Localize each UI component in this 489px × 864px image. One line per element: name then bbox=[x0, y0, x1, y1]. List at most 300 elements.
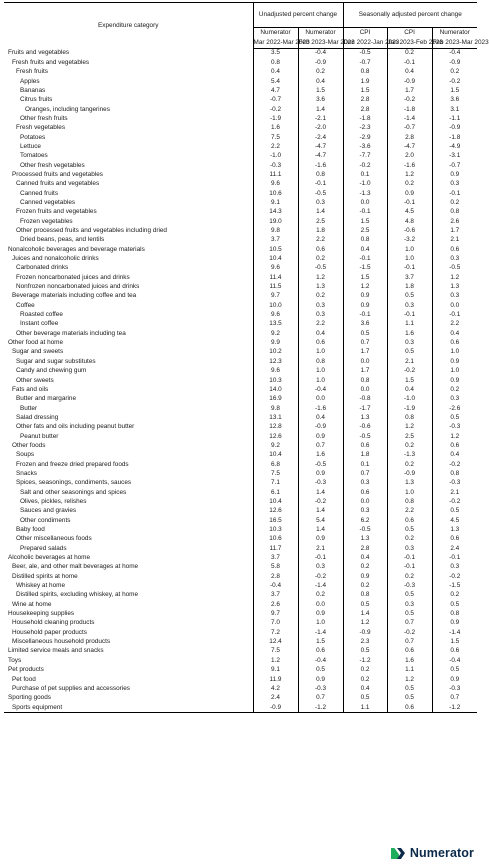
row-value-cell: 0.2 bbox=[343, 666, 387, 675]
row-value-cell: -1.4 bbox=[432, 628, 477, 637]
row-value-cell: 0.8 bbox=[432, 208, 477, 217]
period-header: Mar 2022-Mar 2023 bbox=[253, 38, 298, 49]
row-value-cell: -1.5 bbox=[343, 264, 387, 273]
row-category-label: Processed fruits and vegetables bbox=[12, 170, 103, 178]
row-value-cell: -2.9 bbox=[343, 133, 387, 142]
table-row bbox=[4, 142, 477, 151]
table-row bbox=[4, 572, 477, 581]
row-value-cell: -1.3 bbox=[387, 451, 432, 460]
row-value-cell: -0.3 bbox=[253, 161, 298, 170]
row-value-cell: -4.7 bbox=[387, 142, 432, 151]
row-value-cell: 0.5 bbox=[387, 610, 432, 619]
row-value-cell: 19.0 bbox=[253, 217, 298, 226]
row-value-cell: 0.9 bbox=[298, 469, 343, 478]
row-value-cell: 0.9 bbox=[432, 619, 477, 628]
row-value-cell: 0.3 bbox=[387, 600, 432, 609]
row-value-cell: -0.1 bbox=[387, 264, 432, 273]
row-category-label: Canned fruits bbox=[20, 189, 59, 197]
row-value-cell: 0.8 bbox=[432, 610, 477, 619]
row-value-cell: 0.2 bbox=[343, 563, 387, 572]
row-value-cell: -1.8 bbox=[387, 105, 432, 114]
table-row bbox=[4, 544, 477, 553]
table-row bbox=[4, 582, 477, 591]
row-category-label: Roasted coffee bbox=[20, 311, 63, 319]
table-row bbox=[4, 161, 477, 170]
row-value-cell: -0.5 bbox=[343, 432, 387, 441]
row-value-cell: -3.6 bbox=[343, 142, 387, 151]
row-value-cell: 1.2 bbox=[432, 432, 477, 441]
row-value-cell: 0.8 bbox=[298, 170, 343, 179]
row-value-cell: 10.2 bbox=[253, 348, 298, 357]
row-value-cell: 6.8 bbox=[253, 460, 298, 469]
table-row bbox=[4, 105, 477, 114]
row-category-label: Limited service meals and snacks bbox=[8, 647, 104, 655]
row-value-cell: 0.2 bbox=[387, 535, 432, 544]
row-value-cell: -1.5 bbox=[432, 582, 477, 591]
row-category-label: Other fresh vegetables bbox=[20, 161, 85, 169]
row-value-cell: 9.2 bbox=[253, 441, 298, 450]
row-value-cell: 1.2 bbox=[387, 423, 432, 432]
row-value-cell: 0.4 bbox=[343, 554, 387, 563]
row-category-label: Pet food bbox=[12, 675, 36, 683]
row-value-cell: 0.6 bbox=[298, 647, 343, 656]
row-value-cell: 0.4 bbox=[298, 413, 343, 422]
row-value-cell: 0.8 bbox=[298, 357, 343, 366]
row-value-cell: 3.6 bbox=[298, 96, 343, 105]
row-value-cell: 0.0 bbox=[343, 498, 387, 507]
row-value-cell: 5.4 bbox=[298, 516, 343, 525]
row-value-cell: 0.5 bbox=[432, 666, 477, 675]
table-row bbox=[4, 385, 477, 394]
row-category-label: Apples bbox=[20, 77, 40, 85]
row-value-cell: -0.4 bbox=[253, 582, 298, 591]
row-value-cell: -2.4 bbox=[298, 133, 343, 142]
row-category-label: Other foods bbox=[12, 441, 46, 449]
table-row bbox=[4, 114, 477, 123]
row-value-cell: 1.9 bbox=[343, 77, 387, 86]
measure-header: Numerator bbox=[432, 28, 477, 39]
row-value-cell: 9.1 bbox=[253, 666, 298, 675]
row-value-cell: 0.2 bbox=[298, 255, 343, 264]
row-value-cell: 0.6 bbox=[432, 339, 477, 348]
row-value-cell: 7.5 bbox=[253, 133, 298, 142]
table-row bbox=[4, 469, 477, 478]
row-value-cell: 0.9 bbox=[432, 170, 477, 179]
row-value-cell: -0.1 bbox=[298, 554, 343, 563]
row-category-label: Sugar and sweets bbox=[12, 348, 64, 356]
row-category-label: Other miscellaneous foods bbox=[16, 535, 92, 543]
row-value-cell: -1.4 bbox=[298, 628, 343, 637]
row-category-label: Other fresh fruits bbox=[20, 114, 68, 122]
row-value-cell: 6.2 bbox=[343, 516, 387, 525]
row-category-label: Prepared salads bbox=[20, 544, 67, 552]
row-category-label: Pet products bbox=[8, 666, 44, 674]
table-row bbox=[4, 554, 477, 563]
row-category-label: Juices and nonalcoholic drinks bbox=[12, 255, 99, 263]
row-value-cell: -0.2 bbox=[387, 367, 432, 376]
row-value-cell: 2.4 bbox=[253, 694, 298, 703]
row-value-cell: 7.1 bbox=[253, 479, 298, 488]
row-value-cell: 9.2 bbox=[253, 329, 298, 338]
row-value-cell: 0.8 bbox=[343, 376, 387, 385]
row-category-label: Frozen vegetables bbox=[20, 217, 73, 225]
row-value-cell: 0.4 bbox=[432, 329, 477, 338]
row-value-cell: 9.6 bbox=[253, 311, 298, 320]
row-category-label: Other processed fruits and vegetables including dried bbox=[16, 227, 167, 234]
table-row bbox=[4, 666, 477, 675]
row-value-cell: -1.7 bbox=[343, 404, 387, 413]
row-value-cell: 0.3 bbox=[298, 301, 343, 310]
row-value-cell: 0.3 bbox=[298, 199, 343, 208]
table-row bbox=[4, 227, 477, 236]
table-row bbox=[4, 49, 477, 59]
row-value-cell: 1.6 bbox=[298, 451, 343, 460]
row-value-cell: 0.9 bbox=[343, 292, 387, 301]
row-category-label: Sugar and sugar substitutes bbox=[16, 357, 96, 365]
table-row bbox=[4, 684, 477, 693]
period-header: Feb 2023-Mar 2023 bbox=[432, 38, 477, 49]
row-value-cell: -0.9 bbox=[387, 469, 432, 478]
row-value-cell: -4.9 bbox=[432, 142, 477, 151]
row-value-cell: 4.8 bbox=[387, 217, 432, 226]
row-value-cell: 0.9 bbox=[343, 572, 387, 581]
row-value-cell: 1.0 bbox=[298, 348, 343, 357]
row-value-cell: 0.5 bbox=[343, 329, 387, 338]
table-row bbox=[4, 479, 477, 488]
row-value-cell: 1.5 bbox=[432, 86, 477, 95]
row-value-cell: -0.9 bbox=[298, 58, 343, 67]
row-value-cell: -0.3 bbox=[298, 479, 343, 488]
row-value-cell: 1.2 bbox=[387, 170, 432, 179]
numerator-logo bbox=[390, 846, 474, 860]
row-value-cell: 5.4 bbox=[253, 77, 298, 86]
row-value-cell: -2.0 bbox=[298, 124, 343, 133]
row-value-cell: 0.2 bbox=[432, 199, 477, 208]
row-value-cell: -1.4 bbox=[387, 114, 432, 123]
numerator-logo-icon bbox=[390, 847, 406, 860]
row-value-cell: 1.7 bbox=[343, 367, 387, 376]
row-value-cell: 2.5 bbox=[387, 432, 432, 441]
table-row bbox=[4, 404, 477, 413]
table-row bbox=[4, 68, 477, 77]
row-value-cell: -0.5 bbox=[343, 526, 387, 535]
row-value-cell: -0.6 bbox=[343, 423, 387, 432]
table-row bbox=[4, 488, 477, 497]
row-value-cell: 0.3 bbox=[432, 292, 477, 301]
row-value-cell: 12.3 bbox=[253, 357, 298, 366]
table-row bbox=[4, 591, 477, 600]
table-row bbox=[4, 647, 477, 656]
row-value-cell: -1.2 bbox=[432, 703, 477, 713]
row-value-cell: 1.5 bbox=[432, 638, 477, 647]
row-value-cell: 12.8 bbox=[253, 423, 298, 432]
row-value-cell: 0.5 bbox=[432, 507, 477, 516]
table-row bbox=[4, 367, 477, 376]
row-value-cell: 1.1 bbox=[387, 666, 432, 675]
table-header bbox=[4, 3, 489, 49]
row-value-cell: 1.1 bbox=[343, 703, 387, 713]
row-category-label: Alcoholic beverages at home bbox=[8, 554, 91, 562]
row-value-cell: 0.3 bbox=[298, 563, 343, 572]
row-value-cell: 1.4 bbox=[298, 507, 343, 516]
row-value-cell: 1.0 bbox=[432, 348, 477, 357]
row-value-cell: -0.1 bbox=[298, 180, 343, 189]
row-value-cell: 2.6 bbox=[432, 217, 477, 226]
row-value-cell: 3.7 bbox=[387, 273, 432, 282]
table-row bbox=[4, 329, 477, 338]
row-value-cell: -1.2 bbox=[298, 703, 343, 713]
table-row bbox=[4, 395, 477, 404]
row-value-cell: 2.8 bbox=[343, 96, 387, 105]
row-value-cell: 0.1 bbox=[343, 170, 387, 179]
row-value-cell: 2.2 bbox=[387, 507, 432, 516]
row-category-label: Other fats and oils including peanut butter bbox=[16, 423, 135, 431]
row-value-cell: -0.3 bbox=[298, 684, 343, 693]
table-row bbox=[4, 600, 477, 609]
row-value-cell: -1.0 bbox=[343, 180, 387, 189]
table-row bbox=[4, 133, 477, 142]
table-row bbox=[4, 255, 477, 264]
table-row bbox=[4, 357, 477, 366]
row-value-cell: 0.8 bbox=[253, 58, 298, 67]
row-category-label: Nonfrozen noncarbonated juices and drinks bbox=[16, 283, 140, 291]
row-value-cell: -0.9 bbox=[253, 703, 298, 713]
table-row bbox=[4, 264, 477, 273]
table-row bbox=[4, 460, 477, 469]
row-category-label: Canned fruits and vegetables bbox=[16, 180, 100, 188]
row-value-cell: -0.2 bbox=[387, 628, 432, 637]
row-category-label: Toys bbox=[8, 656, 22, 664]
row-value-cell: 0.3 bbox=[387, 301, 432, 310]
row-value-cell: 1.8 bbox=[387, 283, 432, 292]
row-value-cell: 1.8 bbox=[298, 227, 343, 236]
row-value-cell: 0.4 bbox=[298, 77, 343, 86]
row-value-cell: 0.5 bbox=[432, 413, 477, 422]
row-value-cell: -1.8 bbox=[343, 114, 387, 123]
row-category-label: Peanut butter bbox=[20, 432, 59, 440]
row-value-cell: 2.0 bbox=[387, 152, 432, 161]
row-category-label: Canned vegetables bbox=[20, 198, 76, 206]
row-value-cell: 10.4 bbox=[253, 451, 298, 460]
row-value-cell: 7.2 bbox=[253, 628, 298, 637]
row-value-cell: -0.5 bbox=[432, 264, 477, 273]
row-value-cell: 2.8 bbox=[253, 572, 298, 581]
row-value-cell: 3.5 bbox=[253, 49, 298, 59]
row-value-cell: 0.3 bbox=[432, 395, 477, 404]
row-value-cell: -4.7 bbox=[298, 152, 343, 161]
row-value-cell: 0.6 bbox=[432, 441, 477, 450]
row-value-cell: 0.3 bbox=[343, 479, 387, 488]
row-value-cell: 1.2 bbox=[298, 273, 343, 282]
row-value-cell: 0.9 bbox=[432, 675, 477, 684]
row-value-cell: 13.1 bbox=[253, 413, 298, 422]
row-value-cell: -1.4 bbox=[298, 582, 343, 591]
row-category-label: Bananas bbox=[20, 86, 46, 94]
row-value-cell: -0.1 bbox=[387, 311, 432, 320]
row-value-cell: -1.6 bbox=[387, 161, 432, 170]
row-value-cell: -0.9 bbox=[432, 124, 477, 133]
row-category-label: Carbonated drinks bbox=[16, 264, 69, 272]
row-value-cell: 2.2 bbox=[298, 320, 343, 329]
row-value-cell: 1.5 bbox=[298, 86, 343, 95]
table-row bbox=[4, 283, 477, 292]
row-value-cell: 0.5 bbox=[387, 348, 432, 357]
row-value-cell: 12.4 bbox=[253, 638, 298, 647]
row-value-cell: -0.1 bbox=[432, 554, 477, 563]
row-value-cell: -0.8 bbox=[343, 395, 387, 404]
row-value-cell: 0.6 bbox=[298, 245, 343, 254]
row-category-label: Fats and oils bbox=[12, 385, 49, 393]
row-value-cell: -0.1 bbox=[387, 199, 432, 208]
row-value-cell: 0.5 bbox=[387, 526, 432, 535]
row-value-cell: 0.5 bbox=[343, 647, 387, 656]
row-value-cell: 13.5 bbox=[253, 320, 298, 329]
row-value-cell: -0.1 bbox=[432, 311, 477, 320]
row-category-label: Purchase of pet supplies and accessories bbox=[12, 684, 130, 692]
row-value-cell: 0.8 bbox=[343, 591, 387, 600]
row-value-cell: -0.2 bbox=[432, 77, 477, 86]
row-value-cell: 0.2 bbox=[387, 441, 432, 450]
row-value-cell: 1.4 bbox=[298, 488, 343, 497]
row-value-cell: -3.2 bbox=[387, 236, 432, 245]
row-value-cell: 0.2 bbox=[298, 591, 343, 600]
row-value-cell: 0.9 bbox=[343, 301, 387, 310]
row-value-cell: 0.7 bbox=[343, 469, 387, 478]
row-category-label: Household cleaning products bbox=[12, 619, 95, 627]
row-value-cell: 0.2 bbox=[387, 572, 432, 581]
row-category-label: Coffee bbox=[16, 301, 35, 309]
row-value-cell: 4.7 bbox=[253, 86, 298, 95]
row-value-cell: -0.9 bbox=[432, 58, 477, 67]
row-value-cell: 0.5 bbox=[387, 684, 432, 693]
row-value-cell: 2.8 bbox=[343, 544, 387, 553]
row-value-cell: 0.2 bbox=[387, 49, 432, 59]
row-category-label: Whiskey at home bbox=[16, 582, 66, 590]
table-row bbox=[4, 423, 477, 432]
row-value-cell: 2.1 bbox=[298, 544, 343, 553]
row-value-cell: 0.2 bbox=[343, 675, 387, 684]
row-value-cell: 0.1 bbox=[343, 460, 387, 469]
row-category-label: Salt and other seasonings and spices bbox=[20, 488, 127, 496]
row-category-label: Beer, ale, and other malt beverages at home bbox=[12, 563, 139, 571]
row-value-cell: 2.1 bbox=[432, 236, 477, 245]
row-value-cell: 0.6 bbox=[343, 488, 387, 497]
row-category-label: Other sweets bbox=[16, 376, 54, 384]
row-category-label: Soups bbox=[16, 451, 35, 459]
table-row bbox=[4, 189, 477, 198]
row-value-cell: 0.0 bbox=[343, 385, 387, 394]
row-value-cell: 1.3 bbox=[343, 535, 387, 544]
row-value-cell: 3.6 bbox=[343, 320, 387, 329]
table-row bbox=[4, 526, 477, 535]
row-value-cell: 1.5 bbox=[298, 638, 343, 647]
row-category-label: Lettuce bbox=[20, 142, 41, 150]
row-value-cell: -0.2 bbox=[343, 161, 387, 170]
row-value-cell: 10.4 bbox=[253, 498, 298, 507]
table-row bbox=[4, 498, 477, 507]
row-value-cell: 14.3 bbox=[253, 208, 298, 217]
row-value-cell: -0.2 bbox=[432, 572, 477, 581]
row-value-cell: -0.3 bbox=[387, 582, 432, 591]
row-value-cell: 11.9 bbox=[253, 675, 298, 684]
table-row bbox=[4, 311, 477, 320]
row-category-label: Frozen fruits and vegetables bbox=[16, 208, 97, 216]
row-value-cell: 9.9 bbox=[253, 339, 298, 348]
row-value-cell: 10.3 bbox=[253, 376, 298, 385]
row-value-cell: 1.0 bbox=[298, 619, 343, 628]
row-value-cell: 1.0 bbox=[387, 488, 432, 497]
table-row bbox=[4, 217, 477, 226]
row-category-label: Salad dressing bbox=[16, 413, 59, 421]
unadjusted-group-header: Unadjusted percent change bbox=[253, 3, 343, 28]
row-value-cell: 4.5 bbox=[387, 208, 432, 217]
row-value-cell: 0.6 bbox=[432, 245, 477, 254]
row-value-cell: 12.6 bbox=[253, 507, 298, 516]
row-value-cell: 1.5 bbox=[387, 376, 432, 385]
period-header: Jan 2023-Feb 2023 bbox=[387, 38, 432, 49]
row-value-cell: 1.2 bbox=[387, 675, 432, 684]
row-value-cell: 1.2 bbox=[343, 283, 387, 292]
row-value-cell: -2.1 bbox=[298, 114, 343, 123]
row-value-cell: -0.1 bbox=[343, 208, 387, 217]
cpi-comparison-table bbox=[4, 2, 489, 713]
row-value-cell: 0.4 bbox=[432, 451, 477, 460]
row-value-cell: 0.5 bbox=[387, 292, 432, 301]
row-value-cell: 3.6 bbox=[432, 96, 477, 105]
row-value-cell: -0.1 bbox=[343, 311, 387, 320]
row-value-cell: 9.6 bbox=[253, 367, 298, 376]
row-value-cell: 1.0 bbox=[298, 367, 343, 376]
row-value-cell: 0.3 bbox=[387, 339, 432, 348]
row-category-label: Distilled spirits, excluding whiskey, at home bbox=[16, 591, 139, 599]
row-value-cell: 5.8 bbox=[253, 563, 298, 572]
row-value-cell: 0.0 bbox=[432, 301, 477, 310]
row-value-cell: 1.4 bbox=[298, 208, 343, 217]
row-value-cell: 9.1 bbox=[253, 199, 298, 208]
row-value-cell: -0.4 bbox=[298, 656, 343, 665]
row-value-cell: 2.1 bbox=[432, 488, 477, 497]
row-value-cell: 0.0 bbox=[343, 357, 387, 366]
row-value-cell: -0.2 bbox=[432, 460, 477, 469]
row-value-cell: -1.2 bbox=[343, 656, 387, 665]
row-value-cell: 0.8 bbox=[387, 498, 432, 507]
table-row bbox=[4, 292, 477, 301]
row-category-label: Baby food bbox=[16, 526, 45, 533]
row-value-cell: 0.6 bbox=[432, 647, 477, 656]
row-value-cell: -0.4 bbox=[432, 49, 477, 59]
row-value-cell: -0.1 bbox=[387, 563, 432, 572]
row-value-cell: -0.9 bbox=[343, 628, 387, 637]
row-value-cell: 0.7 bbox=[387, 619, 432, 628]
row-value-cell: -0.2 bbox=[298, 572, 343, 581]
row-category-label: Sports equipment bbox=[4, 703, 253, 713]
row-value-cell: 2.2 bbox=[432, 320, 477, 329]
row-category-label: Fruits and vegetables bbox=[8, 49, 70, 57]
row-value-cell: 0.5 bbox=[343, 694, 387, 703]
row-value-cell: 2.1 bbox=[387, 357, 432, 366]
row-value-cell: -3.1 bbox=[432, 152, 477, 161]
row-value-cell: -0.1 bbox=[343, 255, 387, 264]
row-value-cell: 0.4 bbox=[343, 684, 387, 693]
row-value-cell: 1.0 bbox=[432, 367, 477, 376]
row-value-cell: -0.1 bbox=[387, 58, 432, 67]
row-value-cell: 9.8 bbox=[253, 227, 298, 236]
row-category-label: Distilled spirits at home bbox=[12, 572, 78, 580]
row-value-cell: 1.8 bbox=[343, 451, 387, 460]
table-row bbox=[4, 339, 477, 348]
measure-header: Numerator bbox=[253, 28, 298, 39]
row-category-label: Sporting goods bbox=[8, 694, 51, 702]
